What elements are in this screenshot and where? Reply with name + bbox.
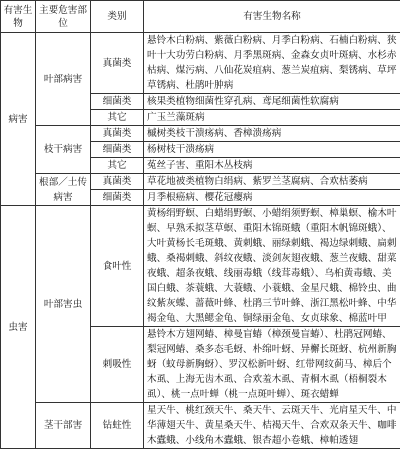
- leaf-other-names: 广玉兰藻斑病: [144, 110, 400, 126]
- table-row: [1, 33, 400, 94]
- borer-label: 钻蛀性: [91, 403, 144, 449]
- header-row: [1, 1, 400, 33]
- header-category: 类别: [91, 1, 144, 33]
- root-fungi-names: 草花地被类植物白绢病、紫罗兰茎腐病、合欢枯萎病: [144, 174, 400, 190]
- table-row: [1, 174, 400, 190]
- sucking-names: 悬铃木方翅网蝽、樟曼盲蝽（樟颈曼盲蝽）、杜鹃冠网蝽、梨冠网蝽、桑多态毛蚜、朴绵叶蚜、异檞长斑蚜、杭州新胸蚜（蚊母新胸蚜）、罗汉松新叶蚜、红带网纹蓟马、樟后个木虱、上海无齿木虱、合欢羞木虱、青桐木虱（梧桐裂木虱）、桃一点叶蝉（桃一点斑叶蝉）、斑衣蜡蝉: [144, 327, 400, 403]
- branch-bacteria-label: 细菌类: [91, 142, 144, 158]
- branch-fungi-names: 槭树类枝干溃疡病、香樟溃疡病: [144, 126, 400, 142]
- header-host: 有害生物: [1, 1, 36, 33]
- leaf-fungi-names: 悬铃木白粉病、紫薇白粉病、月季白粉病、石楠白粉病、狭叶十大功劳白粉病、月季黑斑病、金森女贞叶斑病、水杉赤枯病、煤污病、八仙花炭疽病、葱兰炭疽病、梨锈病、草坪草锈病、杜鹃叶肿病: [144, 33, 400, 94]
- leaf-bacteria-label: 细菌类: [91, 94, 144, 110]
- header-part: 主要危害部位: [36, 1, 91, 33]
- root-disease-part: 根部／土传病害: [36, 174, 91, 206]
- leaf-pests-part: 叶部害虫: [36, 206, 91, 403]
- header-names: 有害生物名称: [144, 1, 400, 33]
- branch-fungi-label: 真菌类: [91, 126, 144, 142]
- leaf-other-label: 其它: [91, 110, 144, 126]
- leaf-disease-part: 叶部病害: [36, 33, 91, 126]
- pests-label: 虫害: [1, 206, 36, 449]
- branch-other-names: 菟丝子害、重阳木丛枝病: [144, 158, 400, 174]
- table-row: [1, 126, 400, 142]
- branch-bacteria-names: 杨树枝干溃疡病: [144, 142, 400, 158]
- root-bacteria-names: 月季根癌病、樱花冠瘿病: [144, 190, 400, 206]
- leaf-fungi-label: 真菌类: [91, 33, 144, 94]
- disease-label: 病害: [1, 33, 36, 206]
- defoliator-names: 黄杨绢野螟、白蜡绢野螟、小蜡绢须野螟、樟巢螟、榆木叶螟、早熟禾拟茎草螟、重阳木锦斑蛾（重阳木帆锦斑蛾）、大叶黄杨长毛斑蛾、黄刺蛾、丽绿刺蛾、褐边绿刺蛾、扁刺蛾、桑褐刺蛾、斜纹夜蛾、淡剑灰翅夜蛾、葱兰夜蛾、甜菜夜蛾、超条夜蛾、线丽毒蛾（线茸毒蛾）、乌桕黄毒蛾、美国白蛾、茶蓑蛾、大蓑蛾、小蓑蛾、金星尺蛾、棉铃虫、曲纹紫灰蝶、蔷薇叶蜂、杜鹃三节叶蜂、浙江黑松叶蜂、中华褐金龟、大黑鳃金龟、铜绿丽金龟、女贞球象、棉蓝叶甲: [144, 206, 400, 327]
- branch-other-label: 其它: [91, 158, 144, 174]
- defoliator-label: 食叶性: [91, 206, 144, 327]
- sucking-label: 刺吸性: [91, 327, 144, 403]
- root-fungi-label: 真菌类: [91, 174, 144, 190]
- borer-names: 星天牛、桃红颈天牛、桑天牛、云斑天牛、光肩星天牛、中华薄翅天牛、黄星桑天牛、桔褐天牛、合欢双条天牛、咖啡木蠹蛾、小线角木蠹蛾、银杏超小卷蛾、樟帕透翅: [144, 403, 400, 449]
- table-row: [1, 403, 400, 449]
- root-bacteria-label: 细菌类: [91, 190, 144, 206]
- leaf-bacteria-names: 核果类植物细菌性穿孔病、鸢尾细菌性软腐病: [144, 94, 400, 110]
- branch-disease-part: 枝干病害: [36, 126, 91, 174]
- table-row: [1, 206, 400, 327]
- stem-pests-part: 茎干部害: [36, 403, 91, 449]
